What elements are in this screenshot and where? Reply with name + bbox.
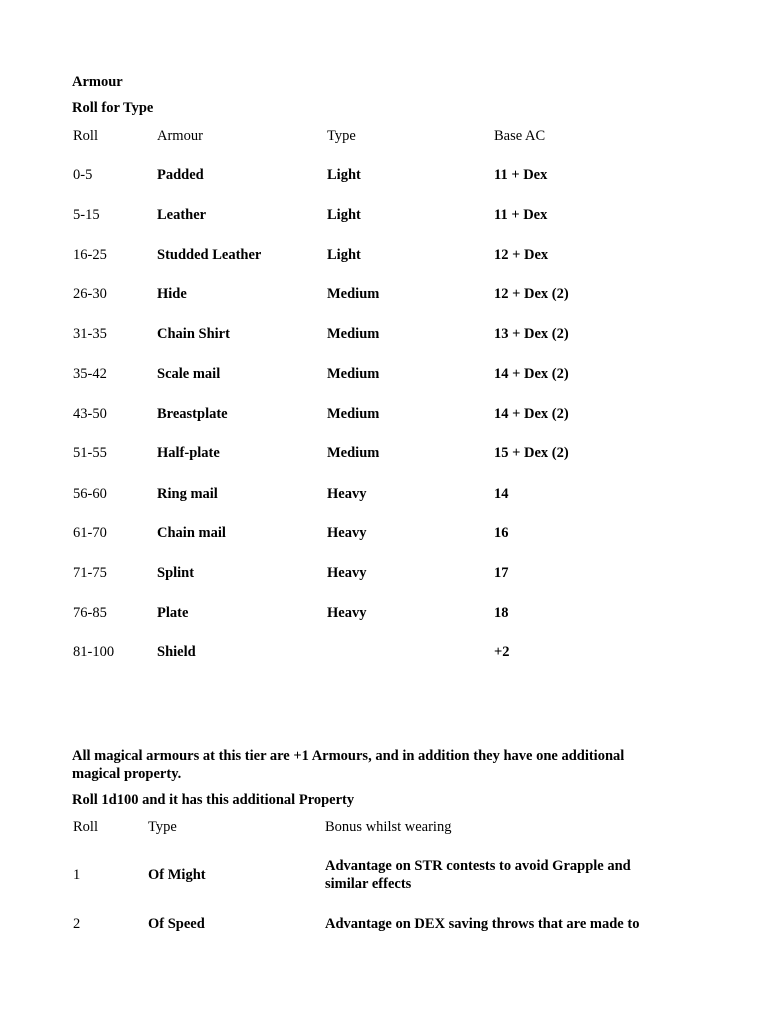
- armour-cell: Plate: [157, 605, 189, 621]
- table-row: [0, 643, 768, 663]
- table2-header-row: [0, 818, 768, 838]
- armour-cell: Studded Leather: [157, 247, 262, 263]
- table2-header-bonus: Bonus whilst wearing: [325, 819, 452, 835]
- armour-cell: Shield: [157, 644, 196, 660]
- table-row: [0, 285, 768, 305]
- table-row: [0, 206, 768, 226]
- armour-cell: Chain mail: [157, 525, 226, 541]
- type-cell: Heavy: [327, 565, 367, 581]
- armour-cell: Leather: [157, 207, 207, 223]
- table2-header-type: Type: [148, 819, 177, 835]
- roll-cell: 35-42: [73, 366, 107, 382]
- table-row: [0, 485, 768, 505]
- armour-cell: Scale mail: [157, 366, 221, 382]
- table-row: [0, 405, 768, 425]
- section-title: Armour: [72, 74, 123, 90]
- table-row: [0, 604, 768, 624]
- base-ac-cell: 13 + Dex (2): [494, 326, 569, 342]
- base-ac-cell: 14 + Dex (2): [494, 366, 569, 382]
- type-cell: Medium: [327, 326, 380, 342]
- table1-header-armour: Armour: [157, 128, 203, 144]
- roll-cell: 16-25: [73, 247, 107, 263]
- roll-cell: 43-50: [73, 406, 107, 422]
- type-cell: Heavy: [327, 605, 367, 621]
- type-cell: Medium: [327, 286, 380, 302]
- table-row: [0, 564, 768, 584]
- table-row: [0, 325, 768, 345]
- table-row: [0, 915, 768, 935]
- type-cell: Light: [327, 247, 361, 263]
- table1-header-row: [0, 127, 768, 147]
- armour-cell: Hide: [157, 286, 187, 302]
- property-type-cell: Of Speed: [148, 916, 205, 932]
- table1-caption: Roll for Type: [72, 100, 154, 116]
- armour-cell: Ring mail: [157, 486, 218, 502]
- bonus-cell: Advantage on DEX saving throws that are made to: [325, 916, 640, 932]
- roll-cell: 81-100: [73, 644, 115, 660]
- roll-cell: 26-30: [73, 286, 107, 302]
- roll-cell: 71-75: [73, 565, 107, 581]
- type-cell: Medium: [327, 406, 380, 422]
- base-ac-cell: 17: [494, 565, 509, 581]
- type-cell: Heavy: [327, 486, 367, 502]
- roll-cell: 2: [73, 916, 81, 932]
- base-ac-cell: +2: [494, 644, 510, 660]
- table-row: [0, 365, 768, 385]
- table2-header-roll: Roll: [73, 819, 98, 835]
- armour-cell: Padded: [157, 167, 204, 183]
- armour-cell: Breastplate: [157, 406, 228, 422]
- roll-cell: 5-15: [73, 207, 100, 223]
- base-ac-cell: 15 + Dex (2): [494, 445, 569, 461]
- roll-cell: 56-60: [73, 486, 107, 502]
- table-row: [0, 166, 768, 186]
- base-ac-cell: 14: [494, 486, 509, 502]
- roll-cell: 61-70: [73, 525, 107, 541]
- bonus-cell: Advantage on STR contests to avoid Grapple and similar effects: [325, 858, 631, 892]
- armour-cell: Splint: [157, 565, 195, 581]
- type-cell: Light: [327, 207, 361, 223]
- table-row: [0, 246, 768, 266]
- roll-cell: 51-55: [73, 445, 107, 461]
- type-cell: Light: [327, 167, 361, 183]
- table1-header-type: Type: [327, 128, 356, 144]
- magic-note-paragraph: All magical armours at this tier are +1 Armours, and in addition they have one additional magical property.: [72, 748, 625, 782]
- base-ac-cell: 14 + Dex (2): [494, 406, 569, 422]
- roll-cell: 76-85: [73, 605, 107, 621]
- table-row: [0, 444, 768, 464]
- table1-header-base-ac: Base AC: [494, 128, 546, 144]
- type-cell: Medium: [327, 366, 380, 382]
- base-ac-cell: 11 + Dex: [494, 167, 548, 183]
- base-ac-cell: 12 + Dex: [494, 247, 549, 263]
- armour-cell: Chain Shirt: [157, 326, 230, 342]
- base-ac-cell: 16: [494, 525, 509, 541]
- base-ac-cell: 18: [494, 605, 509, 621]
- roll-cell: 31-35: [73, 326, 107, 342]
- property-type-cell: Of Might: [148, 867, 206, 883]
- type-cell: Medium: [327, 445, 380, 461]
- table-row: [0, 524, 768, 544]
- base-ac-cell: 11 + Dex: [494, 207, 548, 223]
- roll-cell: 1: [73, 867, 81, 883]
- table1-header-roll: Roll: [73, 128, 98, 144]
- table2-caption: Roll 1d100 and it has this additional Property: [72, 792, 355, 808]
- type-cell: Heavy: [327, 525, 367, 541]
- base-ac-cell: 12 + Dex (2): [494, 286, 569, 302]
- roll-cell: 0-5: [73, 167, 93, 183]
- table-row: [0, 857, 768, 895]
- armour-cell: Half-plate: [157, 445, 220, 461]
